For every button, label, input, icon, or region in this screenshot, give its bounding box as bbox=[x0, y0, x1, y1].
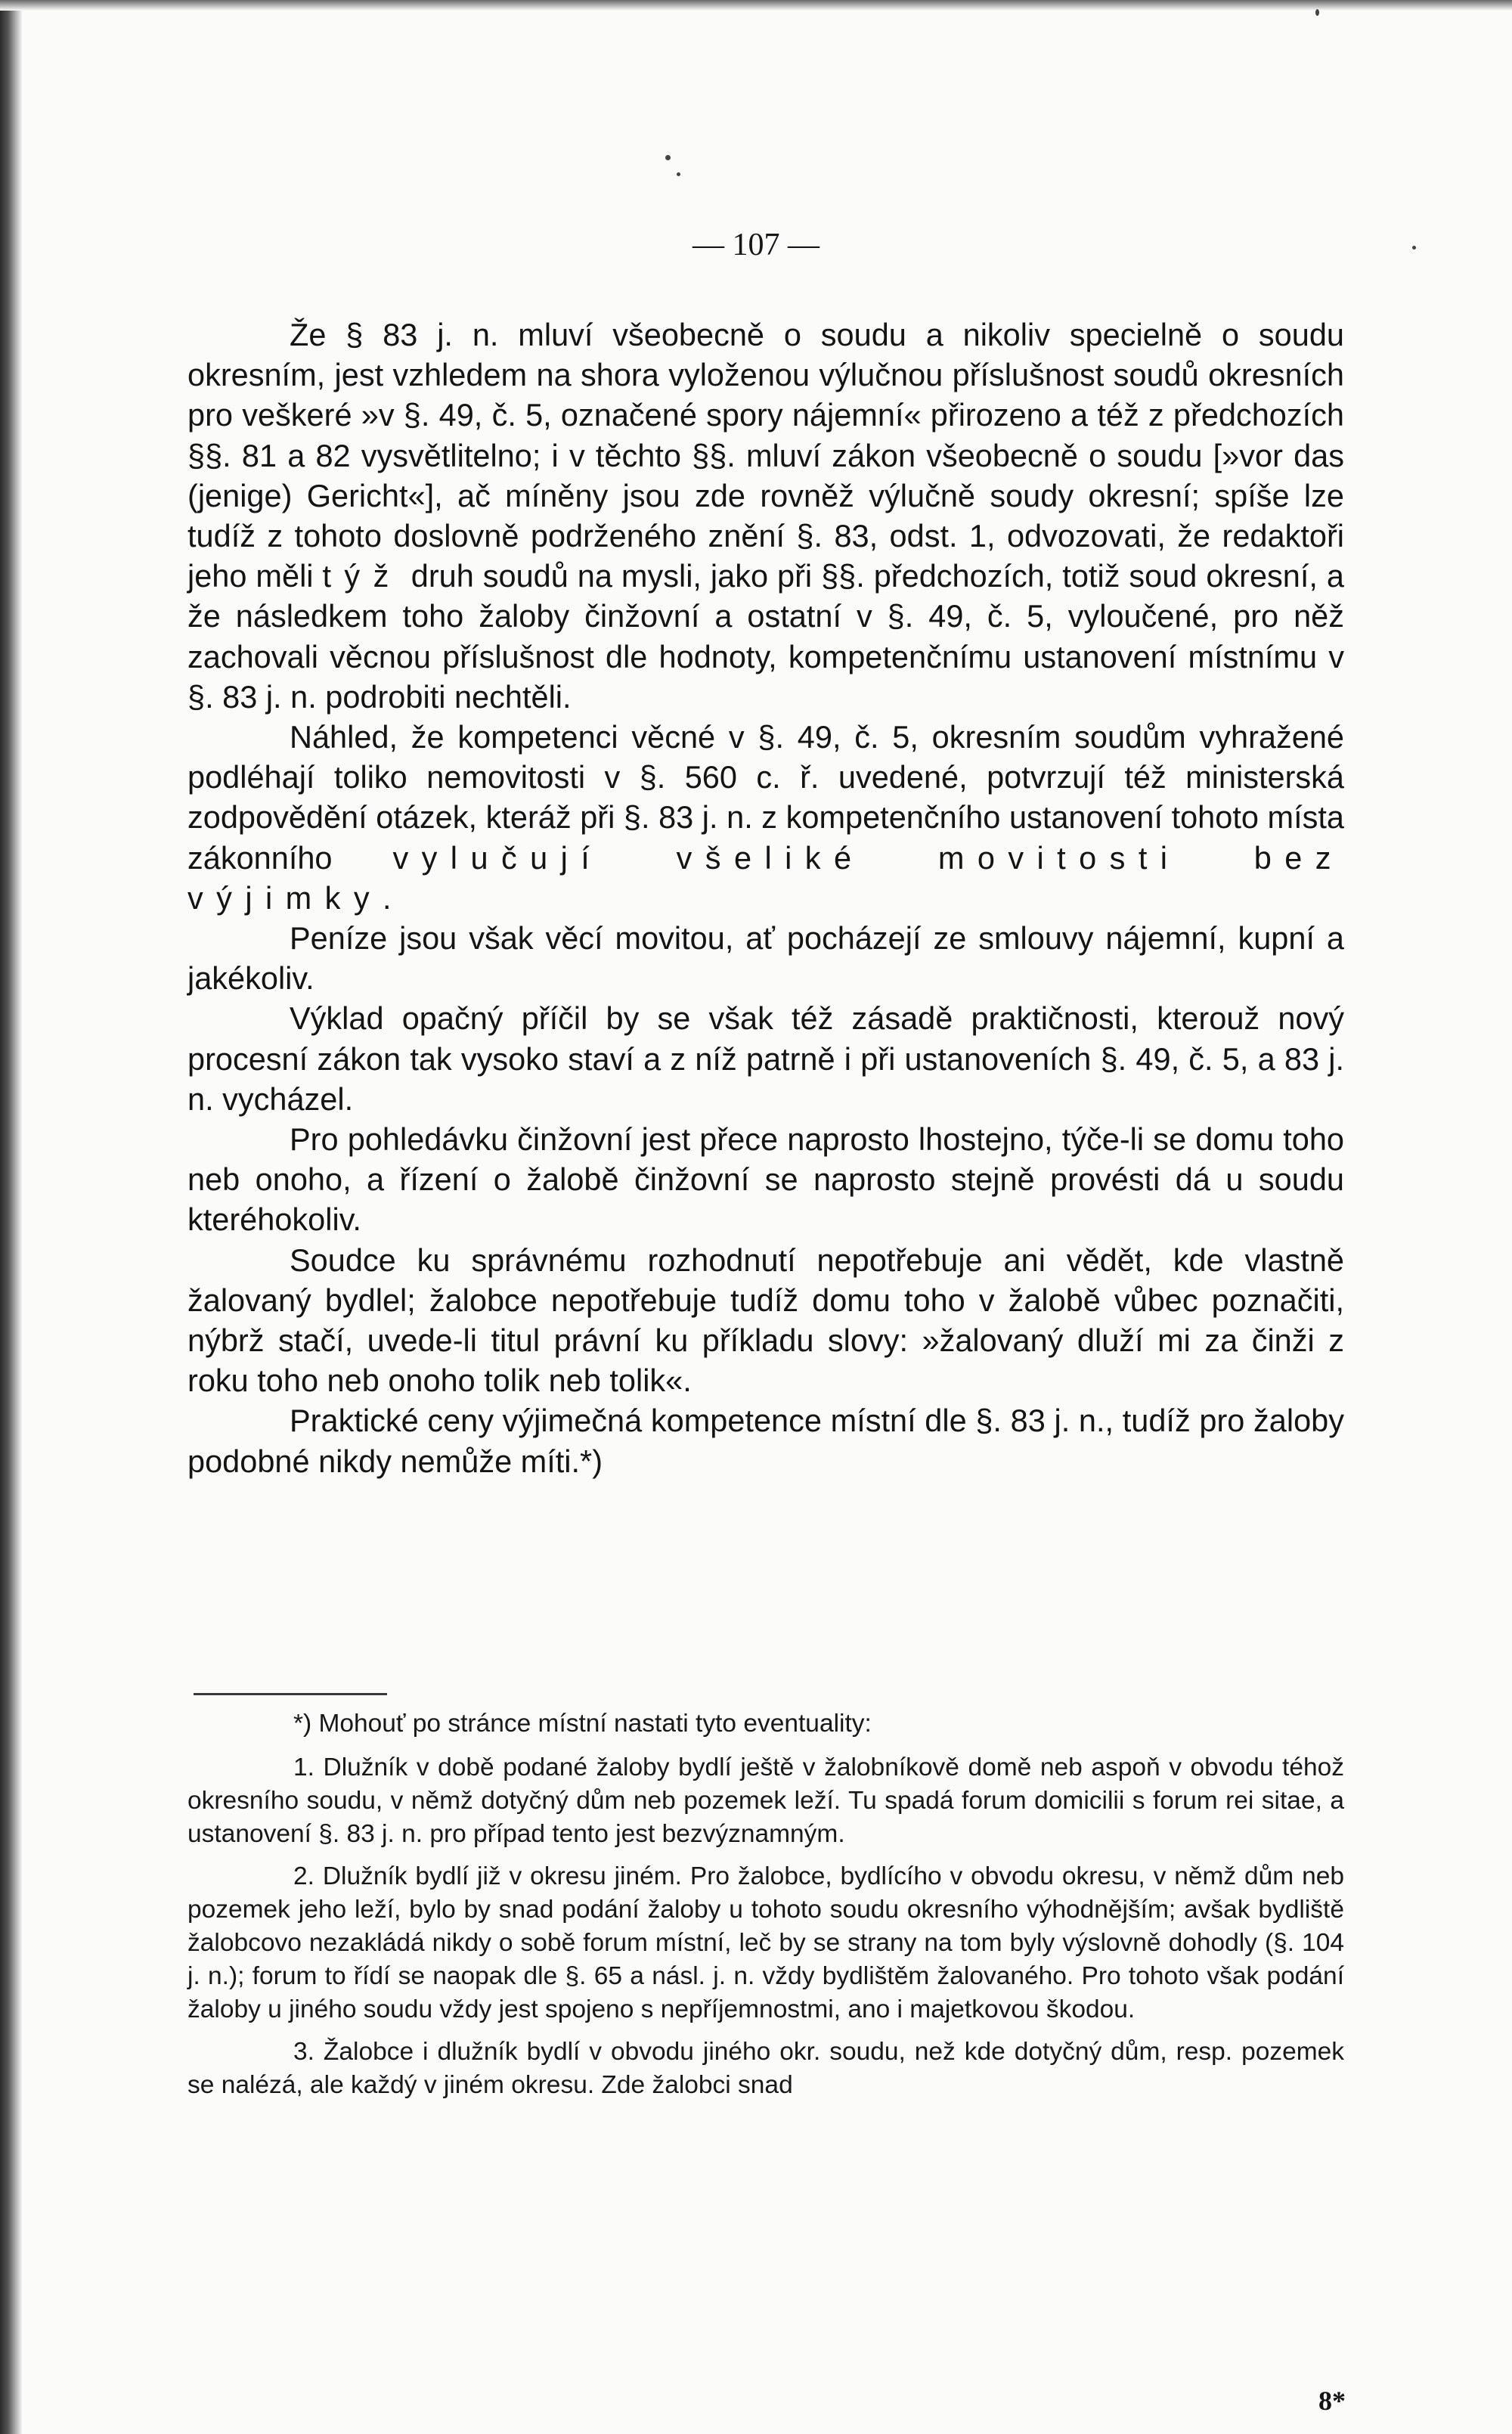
footnote-item: 2. Dlužník bydlí již v okresu jiném. Pro žalobce, bydlícího v obvodu okresu, v němž dům neb pozemek jeho leží, bylo by snad podání žaloby u tohoto soudu okresního výhodnějším; avšak bydliště žalobcovo nezakládá nikdy o sobě forum místní, leč by se strany na tom byly výslovně dohodly (§. 104 j. n.); forum to řídí se naopak dle §. 65 a násl. j. n. vždy bydlištěm žalovaného. Pro tohoto však podání žaloby u jiného soudu vždy jest spojeno s nepříjemnostmi, ano i majetkovou škodou. bbox=[187, 1862, 1344, 2023]
paragraph: Výklad opačný příčil by se však též zásadě praktičnosti, kterouž nový procesní zákon tak vysoko staví a z níž patrně i při ustanoveních §. 49, č. 5, a 83 j. n. vycházel. bbox=[187, 1000, 1344, 1117]
page-number: — 107 — bbox=[692, 228, 820, 262]
paragraph: Praktické ceny výjimečná kompetence místní dle §. 83 j. n., tudíž pro žaloby podobné nikdy nemůže míti.*) bbox=[187, 1403, 1344, 1479]
footnote-item: 3. Žalobce i dlužník bydlí v obvodu jiného okr. soudu, než kde dotyčný dům, resp. pozemek se nalézá, ale každý v jiném okresu. Zde žalobci snad bbox=[187, 2038, 1344, 2099]
paragraph: Peníze jsou však věcí movitou, ať pocházejí ze smlouvy nájemní, kupní a jakékoliv. bbox=[187, 920, 1344, 997]
paragraph: Soudce ku správnému rozhodnutí nepotřebuje ani vědět, kde vlastně žalovaný bydlel; žalobce nepotřebuje tudíž domu toho v žalobě vůbec poznačiti, nýbrž stačí, uvede-li titul právní ku příkladu slovy: »žalovaný dluží mi za činži z roku toho neb onoho tolik neb tolik«. bbox=[187, 1242, 1344, 1399]
spaced-emphasis: vylučují všeliké movitosti bez výjimky bbox=[187, 839, 1344, 916]
page-binding-shadow bbox=[0, 0, 23, 2434]
footnote-intro: *) Mohouť po stránce místní nastati tyto eventuality: bbox=[293, 1710, 872, 1738]
footnotes bbox=[187, 1707, 1344, 2111]
scan-speck bbox=[1315, 9, 1319, 16]
page-top-shadow bbox=[0, 0, 1512, 11]
paragraph bbox=[187, 315, 1344, 717]
paragraph: Pro pohledávku činžovní jest přece naprosto lhostejno, týče-li se domu toho neb onoho, a řízení o žalobě činžovní se naprosto stejně provésti dá u soudu kteréhokoliv. bbox=[187, 1121, 1344, 1238]
signature-mark: 8* bbox=[1318, 2386, 1346, 2416]
paragraph-text: Že § 83 j. n. mluví všeobecně o soudu a nikoliv specielně o soudu okresním, jest vzhledem na shora vyloženou výlučnou příslušnost soudů okresních pro veškeré »v §. 49, č. 5, označené spory nájemní« přirozeno a též z předchozích §§. 81 a 82 vysvětlitelno; i v těchto §§. mluví zákon všeobecně o soudu [»vor das (jenige) Gericht«], ač míněny jsou zde rovněž výlučně soudy okresní; spíše lze tudíž z tohoto doslovně podrženého znění §. 83, odst. 1, odvozovati, že redaktoři jeho měli bbox=[187, 317, 1344, 594]
footnote-divider bbox=[194, 1693, 387, 1695]
paragraph bbox=[187, 717, 1344, 918]
spaced-emphasis: týž bbox=[322, 558, 402, 594]
scan-speck bbox=[665, 155, 671, 160]
main-text bbox=[187, 315, 1344, 1481]
paragraph-text: Náhled, že kompetenci věcné v §. 49, č. 5, okresním soudům vyhražené podléhají toliko nemovitosti v §. 560 c. ř. uvedené, potvrzují též ministerská zodpovědění otázek, kteráž při §. 83 j. n. z kompetenčního ustanovení tohoto místa zákonního bbox=[187, 719, 1344, 876]
paragraph-text: druh soudů na mysli, jako při §§. předchozích, totiž soud okresní, a že následkem toho žaloby činžovní a ostatní v §. 49, č. 5, vyloučené, pro něž zachovali věcnou příslušnost dle hodnoty, kompetenčnímu ustanovení místnímu v §. 83 j. n. podrobiti nechtěli. bbox=[187, 558, 1344, 715]
footnote-item: 1. Dlužník v době podané žaloby bydlí ještě v žalobníkově domě neb aspoň v obvodu téhož okresního soudu, v němž dotyčný dům neb pozemek leží. Tu spadá forum domicilii s forum rei sitae, a ustanovení §. 83 j. n. pro případ tento jest bezvýznamným. bbox=[187, 1753, 1344, 1848]
paragraph-text: . bbox=[383, 879, 392, 916]
scan-speck bbox=[677, 172, 680, 176]
